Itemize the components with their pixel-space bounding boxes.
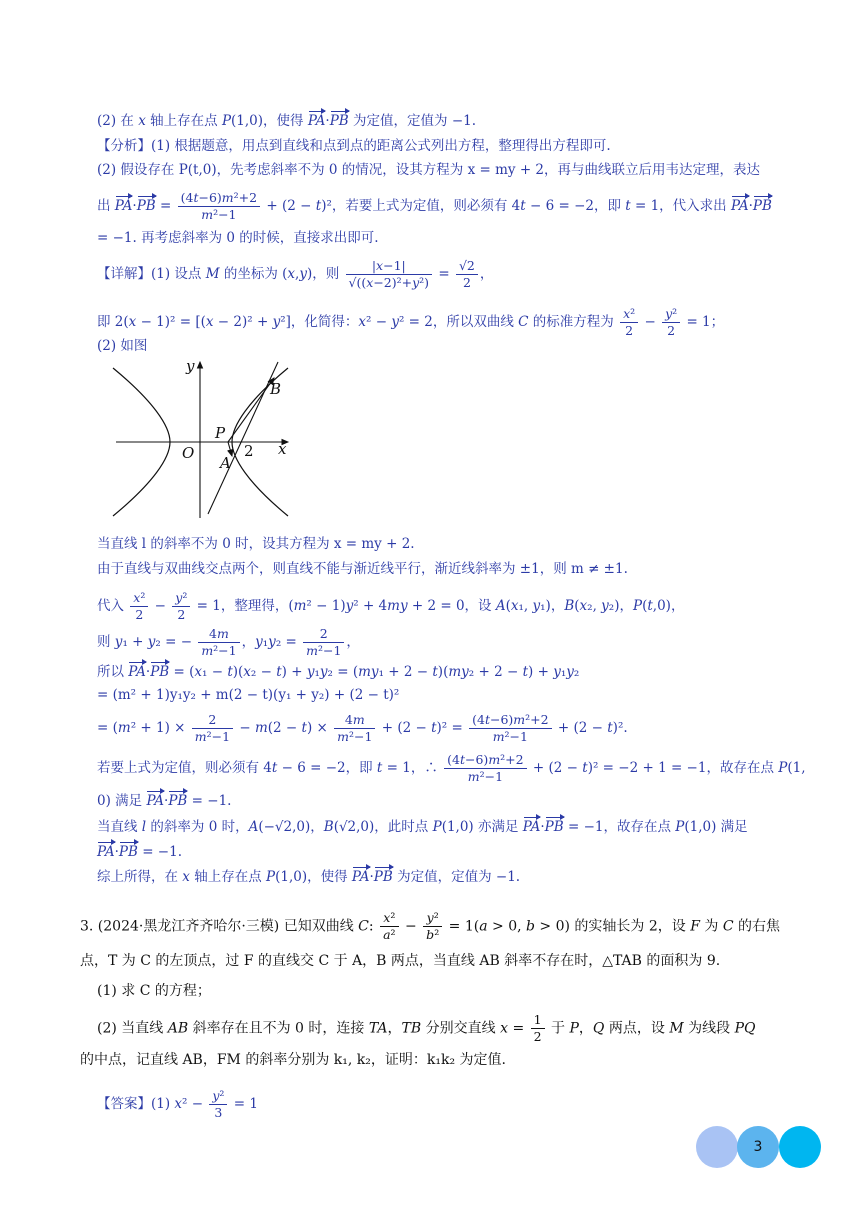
detail-line-7: 则 y₁ + y₂ = − $\frac{4m}{\text{m²−1}}$ ，y₁y₂ = $\frac{2}{\text{m²−1}}$ ， (97, 626, 360, 658)
answer-line-2: (2) 在 x 轴上存在点 P(1,0)，使得 PA·PB 为定值，定值为 −1. (97, 113, 477, 129)
detail-line-10: = (m² + 1) × $\frac{2}{\text{m²−1}}$ − m(2 − t) × $\frac{4m}{\text{m²−1}}$ + (2 − t)² = $\frac{\text{(4t−6)m²+2}}{\text{m²−1}}$ + (2 − t)². (97, 712, 628, 744)
question-3-part-2: (2) 当直线 AB 斜率存在且不为 0 时，连接 TA，TB 分别交直线 x = $\frac{1}{2}$ 于 P，Q 两点，设 M 为线段 PQ (97, 1012, 756, 1044)
detail-line-12: 0) 满足 PA·PB = −1. (97, 793, 232, 809)
detail-line-13: 当直线 l 的斜率为 0 时，A(−√2,0)，B(√2,0)，此时点 P(1,0) 亦满足 PA·PB = −1，故存在点 P(1,0) 满足 (97, 819, 748, 835)
analysis-line-4: = −1. 再考虑斜率为 0 的时候，直接求出即可. (97, 230, 379, 246)
vector-pb (228, 378, 274, 442)
label-x: x (278, 440, 287, 458)
detail-line-1: 【详解】(1) 设点 M 的坐标为 (x,y)，则 $\frac{|x-1|}{\text{√((x−2)²+y²)}}$ = $\frac{√2}{2}$ ， (97, 258, 494, 290)
analysis-line-1: 【分析】(1) 根据题意，用点到直线和点到点的距离公式列出方程，整理得出方程即可. (97, 138, 611, 154)
detail-line-5: 由于直线与双曲线交点两个，则直线不能与渐近线平行，渐近线斜率为 ±1，则 m ≠ ±1. (97, 561, 628, 577)
label-o: O (182, 444, 195, 462)
detail-line-9: = (m² + 1)y₁y₂ + m(2 − t)(y₁ + y₂) + (2 − t)² (97, 687, 400, 703)
detail-line-4: 当直线 l 的斜率不为 0 时，设其方程为 x = my + 2. (97, 536, 415, 552)
detail-line-3: (2) 如图 (97, 338, 148, 354)
detail-line-2: 即 2(x − 1)² = [(x − 2)² + y²]，化简得：x² − y² = 2，所以双曲线 C 的标准方程为 $\frac{\text{x²}}{2}$ − $\frac{\text{y²}}{2}$ = 1； (97, 306, 725, 338)
label-2: 2 (244, 442, 254, 460)
question-3-line-1: 3. (2024·黑龙江齐齐哈尔·三模) 已知双曲线 C: $\frac{\text{x²}}{\text{a²}}$ − $\frac{\text{y²}}{\text{b²}}$ = 1(a > 0, b > 0) 的实轴长为 2，设 F 为 C 的右焦 (80, 910, 781, 942)
detail-line-8: 所以 PA·PB = (x₁ − t)(x₂ − t) + y₁y₂ = (my₁ + 2 − t)(my₂ + 2 − t) + y₁y₂ (97, 664, 580, 680)
question-3-line-5: 的中点，记直线 AB，FM 的斜率分别为 k₁, k₂，证明：k₁k₂ 为定值. (80, 1052, 506, 1068)
bubble-right (779, 1126, 821, 1168)
analysis-line-2: (2) 假设存在 P(t,0)，先考虑斜率不为 0 的情况，设其方程为 x = my + 2，再与曲线联立后用韦达定理，表达 (97, 162, 761, 178)
answer-3: 【答案】(1) x² − $\frac{\text{y²}}{3}$ = 1 (97, 1088, 258, 1120)
detail-line-11: 若要上式为定值，则必须有 4t − 6 = −2，即 t = 1，∴ $\frac{\text{(4t−6)m²+2}}{\text{m²−1}}$ + (2 − t)² = −2 + 1 = −1，故存在点 P(1, (97, 752, 806, 784)
detail-line-15: 综上所得，在 x 轴上存在点 P(1,0)，使得 PA·PB 为定值，定值为 −1. (97, 869, 521, 885)
label-y: y (186, 357, 195, 375)
page-number-badge (693, 1122, 823, 1170)
detail-line-6: 代入 $\frac{\text{x²}}{2}$ − $\frac{\text{y²}}{2}$ = 1，整理得，(m² − 1)y² + 4my + 2 = 0，设 A(x₁, y₁)，B(x₂, y₂)，P(t,0)， (97, 590, 685, 622)
label-b: B (270, 380, 282, 398)
page-number: 3 (753, 1139, 763, 1155)
bubble-left (696, 1126, 738, 1168)
question-3-line-2: 点，T 为 C 的左顶点，过 F 的直线交 C 于 A，B 两点，当直线 AB 斜率不存在时，△TAB 的面积为 9. (80, 953, 721, 969)
analysis-line-3: 出 PA·PB = $\frac{\text{(4t−6)m²+2}}{\text{m²−1}}$ + (2 − t)²，若要上式为定值，则必须有 4t − 6 = −2，即 t = 1，代入求出 PA·PB (97, 190, 772, 222)
hyperbola-figure (108, 356, 298, 526)
label-p: P (215, 424, 226, 442)
detail-line-14: PA·PB = −1. (97, 844, 182, 860)
label-a: A (220, 454, 231, 472)
question-3-part-1: (1) 求 C 的方程； (97, 983, 211, 999)
